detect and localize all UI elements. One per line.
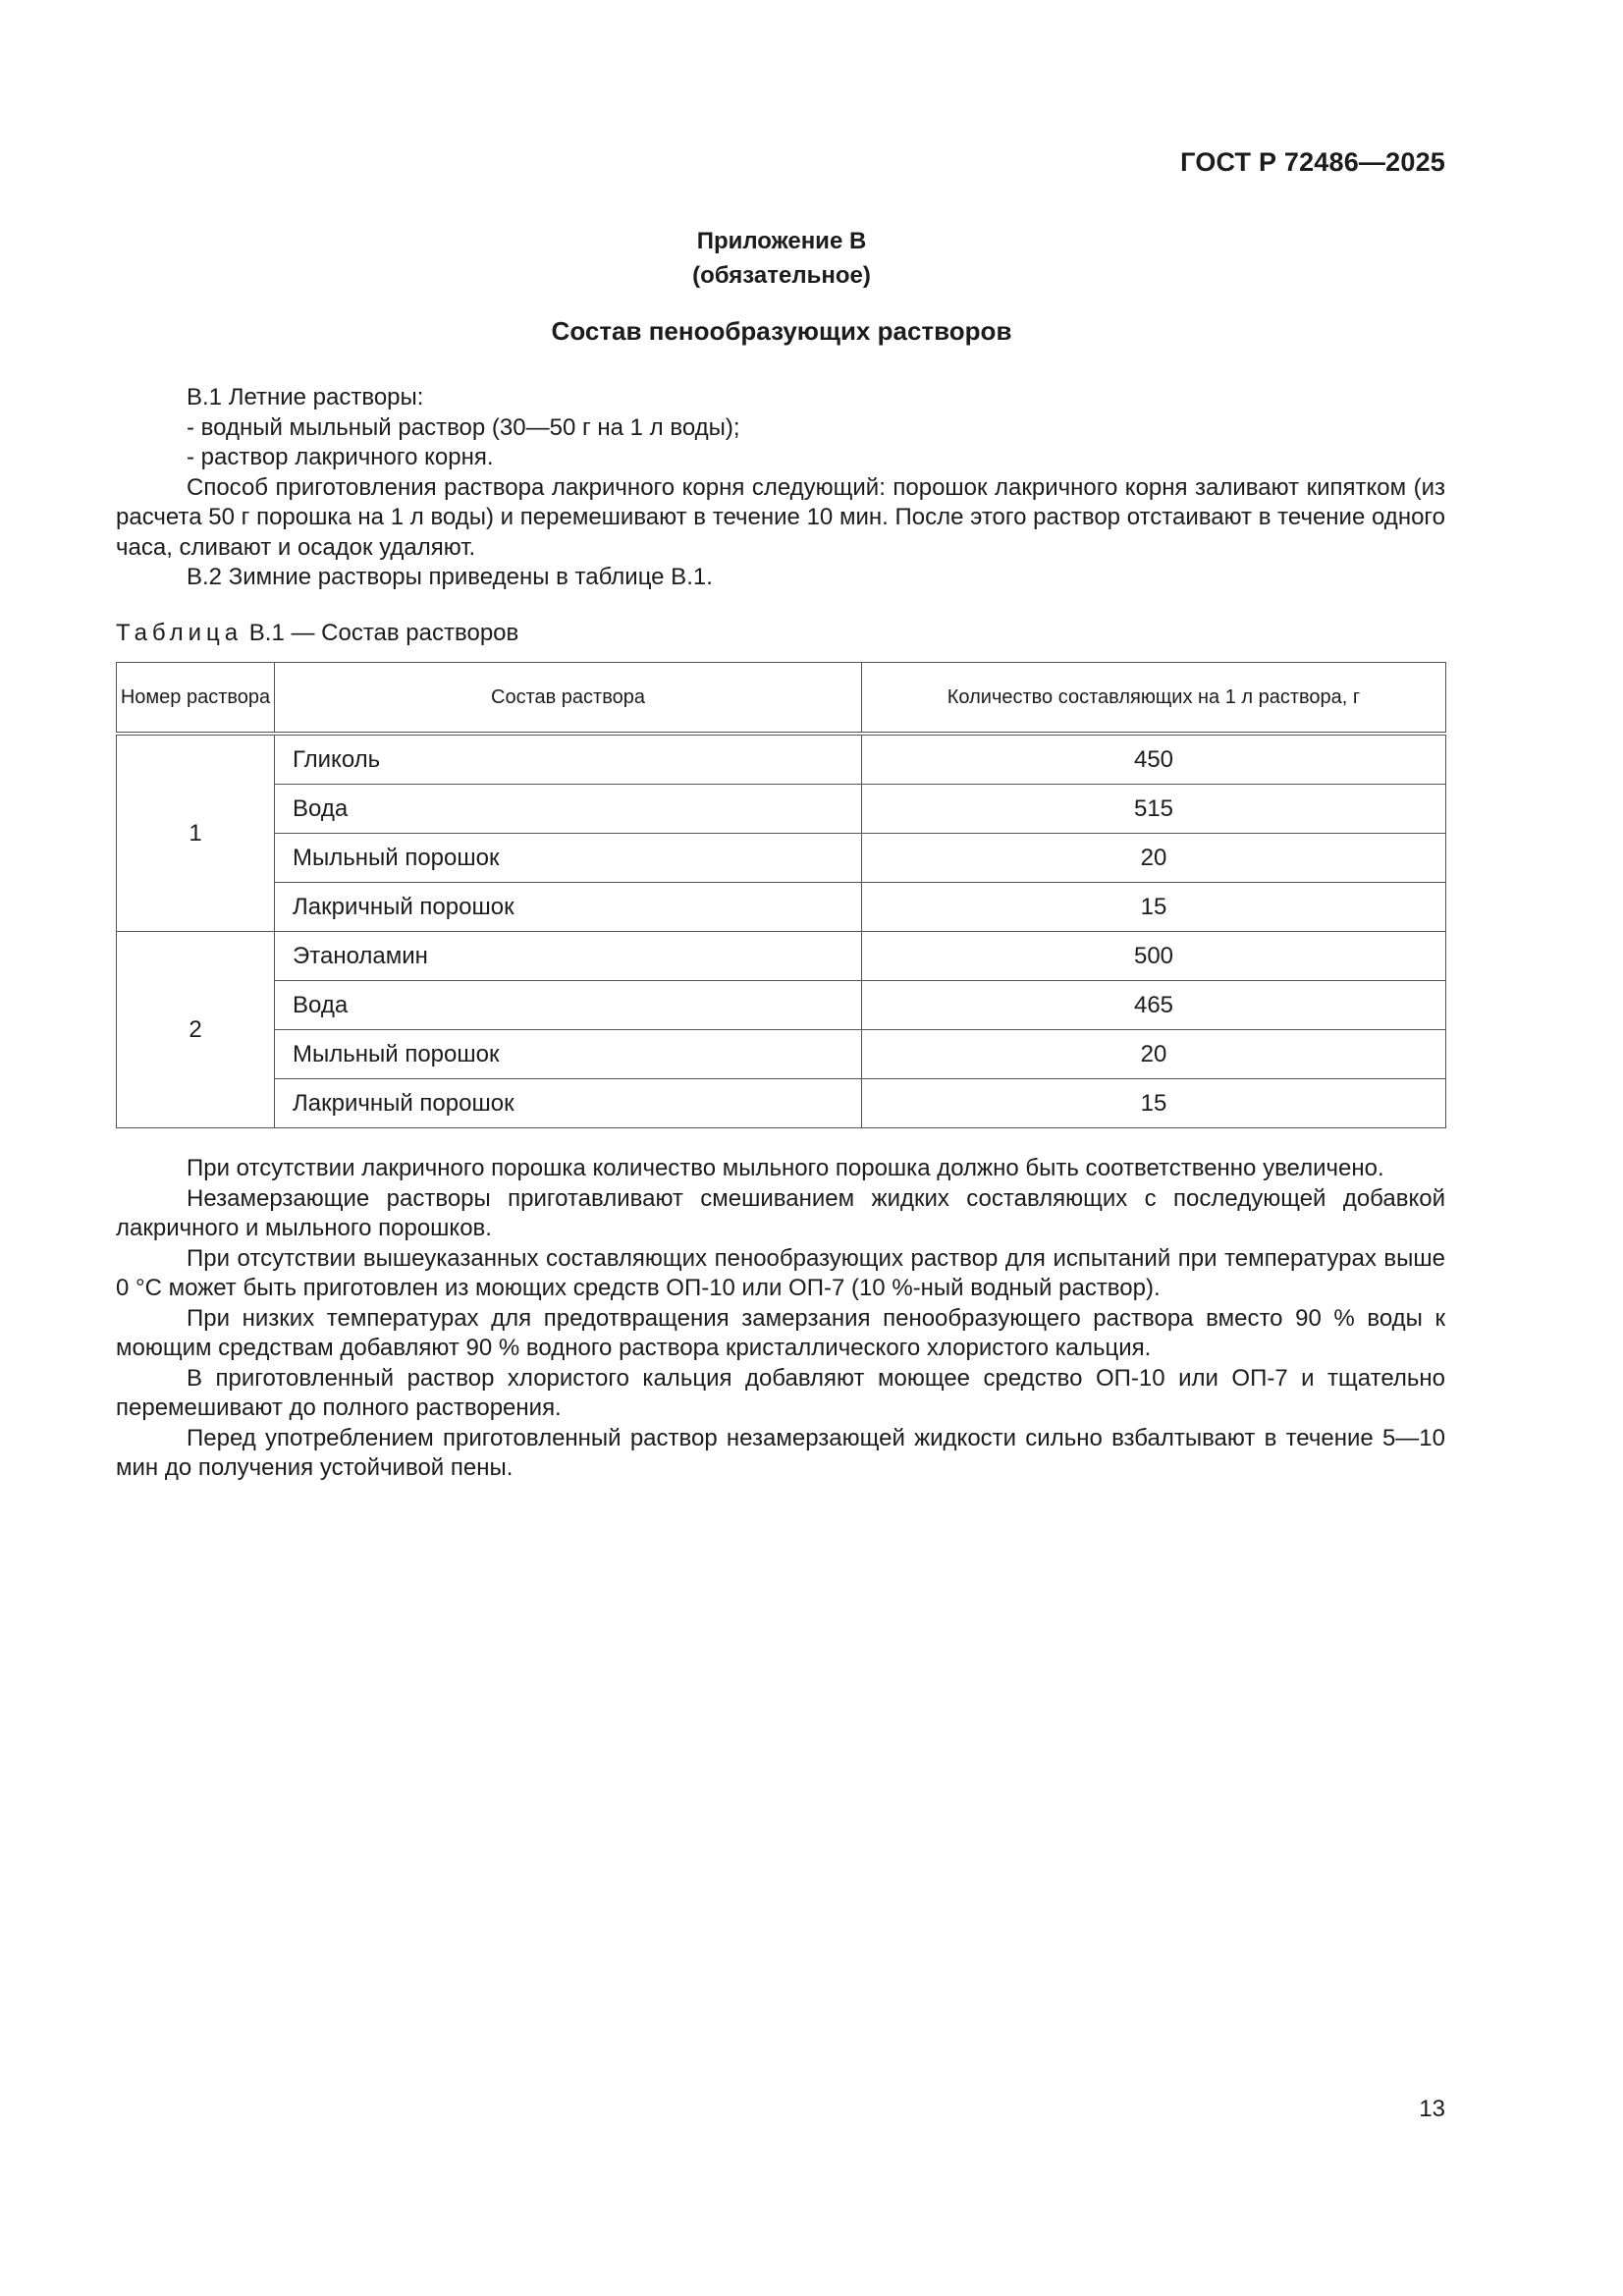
quantity-cell: 20 — [862, 1030, 1446, 1079]
table-row — [117, 834, 1446, 883]
paragraph-b2: В.2 Зимние растворы приведены в таблице В.1. — [187, 564, 713, 590]
quantity-cell: 20 — [862, 834, 1446, 883]
paragraph-no-licorice: При отсутствии лакричного порошка количество мыльного порошка должно быть соответственно увеличено. — [187, 1155, 1384, 1181]
component-cell: Лакричный порошок — [275, 1079, 862, 1128]
header-solution-number: Номер раствора — [117, 663, 275, 735]
list-item-licorice-solution: - раствор лакричного корня. — [187, 444, 494, 470]
section-title: Состав пенообразующих растворов — [551, 316, 1012, 346]
component-cell: Этаноламин — [275, 932, 862, 981]
table-header-row — [117, 663, 1446, 735]
list-item-soap-solution: - водный мыльный раствор (30—50 г на 1 л воды); — [187, 413, 740, 441]
component-cell: Вода — [275, 981, 862, 1030]
intro-text — [116, 383, 1445, 593]
paragraph-before-use: Перед употреблением приготовленный раствор незамерзающей жидкости сильно взбалтывают в течение 5—10 мин до получения устойчивой пены. — [116, 1424, 1445, 1481]
quantity-cell: 15 — [862, 883, 1446, 932]
paragraph-b1: В.1 Летние растворы: — [187, 384, 424, 410]
composition-table — [116, 662, 1446, 1128]
table-row — [117, 734, 1446, 785]
appendix-title: Приложение В — [696, 228, 867, 254]
quantity-cell: 465 — [862, 981, 1446, 1030]
paragraph-antifreeze-preparation: Незамерзающие растворы приготавливают смешиванием жидких составляющих с последующей добавкой лакричного и мыльного порошков. — [116, 1184, 1445, 1241]
solution-number-cell: 2 — [117, 932, 275, 1128]
table-row — [117, 981, 1446, 1030]
quantity-cell: 15 — [862, 1079, 1446, 1128]
component-cell: Лакричный порошок — [275, 883, 862, 932]
paragraph-preparation-method: Способ приготовления раствора лакричного корня следующий: порошок лакричного корня заливают кипятком (из расчета 50 г порошка на 1 л воды) и перемешивают в течение 10 мин. После этого раствор отстаивают в течение одного часа, сливают и осадок удаляют. — [116, 473, 1445, 561]
quantity-cell: 515 — [862, 785, 1446, 834]
quantity-cell: 500 — [862, 932, 1446, 981]
paragraph-detergent-alternative: При отсутствии вышеуказанных составляющих пенообразующих раствор для испытаний при температурах выше 0 °С может быть приготовлен из моющих средств ОП-10 или ОП-7 (10 %-ный водный раствор). — [116, 1244, 1445, 1301]
table-row — [117, 932, 1446, 981]
appendix-status: (обязательное) — [692, 262, 871, 289]
header-quantity: Количество составляющих на 1 л раствора, г — [862, 663, 1446, 735]
component-cell: Мыльный порошок — [275, 834, 862, 883]
header-composition: Состав раствора — [275, 663, 862, 735]
component-cell: Гликоль — [275, 734, 862, 785]
component-cell: Вода — [275, 785, 862, 834]
table-caption-text: В.1 — Состав растворов — [248, 620, 519, 646]
table-row — [117, 785, 1446, 834]
table-row — [117, 883, 1446, 932]
table-caption-prefix: Таблица — [116, 620, 243, 646]
solution-number-cell: 1 — [117, 734, 275, 932]
component-cell: Мыльный порошок — [275, 1030, 862, 1079]
quantity-cell: 450 — [862, 734, 1446, 785]
page-number: 13 — [1419, 2096, 1445, 2122]
paragraph-low-temperature: При низких температурах для предотвращения замерзания пенообразующего раствора вместо 90 % воды к моющим средствам добавляют 90 % водного раствора кристаллического хлористого кальция. — [116, 1304, 1445, 1361]
table-row — [117, 1030, 1446, 1079]
appendix-heading — [0, 224, 1563, 293]
table-row — [117, 1079, 1446, 1128]
table-caption — [116, 620, 518, 647]
paragraph-calcium-chloride: В приготовленный раствор хлористого кальция добавляют моющее средство ОП-10 или ОП-7 и тщательно перемешивают до полного растворения. — [116, 1364, 1445, 1421]
document-code: ГОСТ Р 72486—2025 — [1180, 147, 1445, 177]
notes-text — [116, 1154, 1445, 1484]
